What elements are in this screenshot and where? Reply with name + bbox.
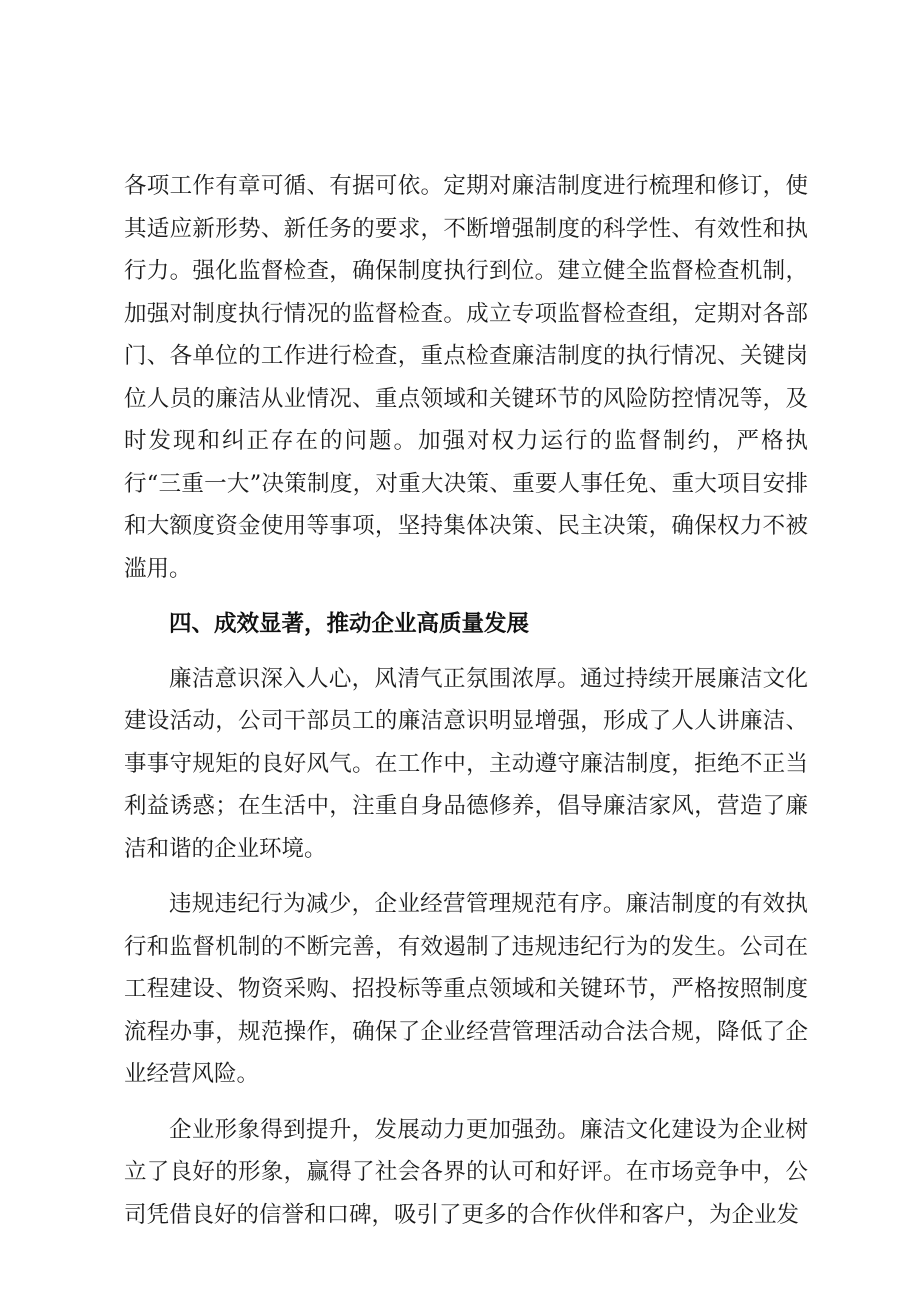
body-paragraph: 企业形象得到提升，发展动力更加强劲。廉洁文化建设为企业树立了良好的形象，赢得了社会各界的认可和好评。在市场竞争中，公司凭借良好的信誉和口碑，吸引了更多的合作伙伴和客户，为企业发: [124, 1116, 808, 1228]
body-paragraph: 廉洁意识深入人心，风清气正氛围浓厚。通过持续开展廉洁文化建设活动，公司干部员工的廉洁意识明显增强，形成了人人讲廉洁、事事守规矩的良好风气。在工作中，主动遵守廉洁制度，拒绝不正当利益诱惑；在生活中，注重自身品德修养，倡导廉洁家风，营造了廉洁和谐的企业环境。: [124, 665, 808, 862]
body-paragraph-continued: 各项工作有章可循、有据可依。定期对廉洁制度进行梳理和修订，使其适应新形势、新任务的要求，不断增强制度的科学性、有效性和执行力。强化监督检查，确保制度执行到位。建立健全监督检查机制，加强对制度执行情况的监督检查。成立专项监督检查组，定期对各部门、各单位的工作进行检查，重点检查廉洁制度的执行情况、关键岗位人员的廉洁从业情况、重点领域和关键环节的风险防控情况等，及时发现和纠正存在的问题。加强对权力运行的监督制约，严格执行“三重一大”决策制度，对重大决策、重要人事任免、重大项目安排和大额度资金使用等事项，坚持集体决策、民主决策，确保权力不被滥用。: [124, 173, 808, 582]
body-paragraph: 违规违纪行为减少，企业经营管理规范有序。廉洁制度的有效执行和监督机制的不断完善，有效遏制了违规违纪行为的发生。公司在工程建设、物资采购、招投标等重点领域和关键环节，严格按照制度流程办事，规范操作，确保了企业经营管理活动合法合规，降低了企业经营风险。: [124, 891, 808, 1087]
section-heading: 四、成效显著，推动企业高质量发展: [169, 611, 530, 637]
document-page: [124, 165, 808, 1249]
